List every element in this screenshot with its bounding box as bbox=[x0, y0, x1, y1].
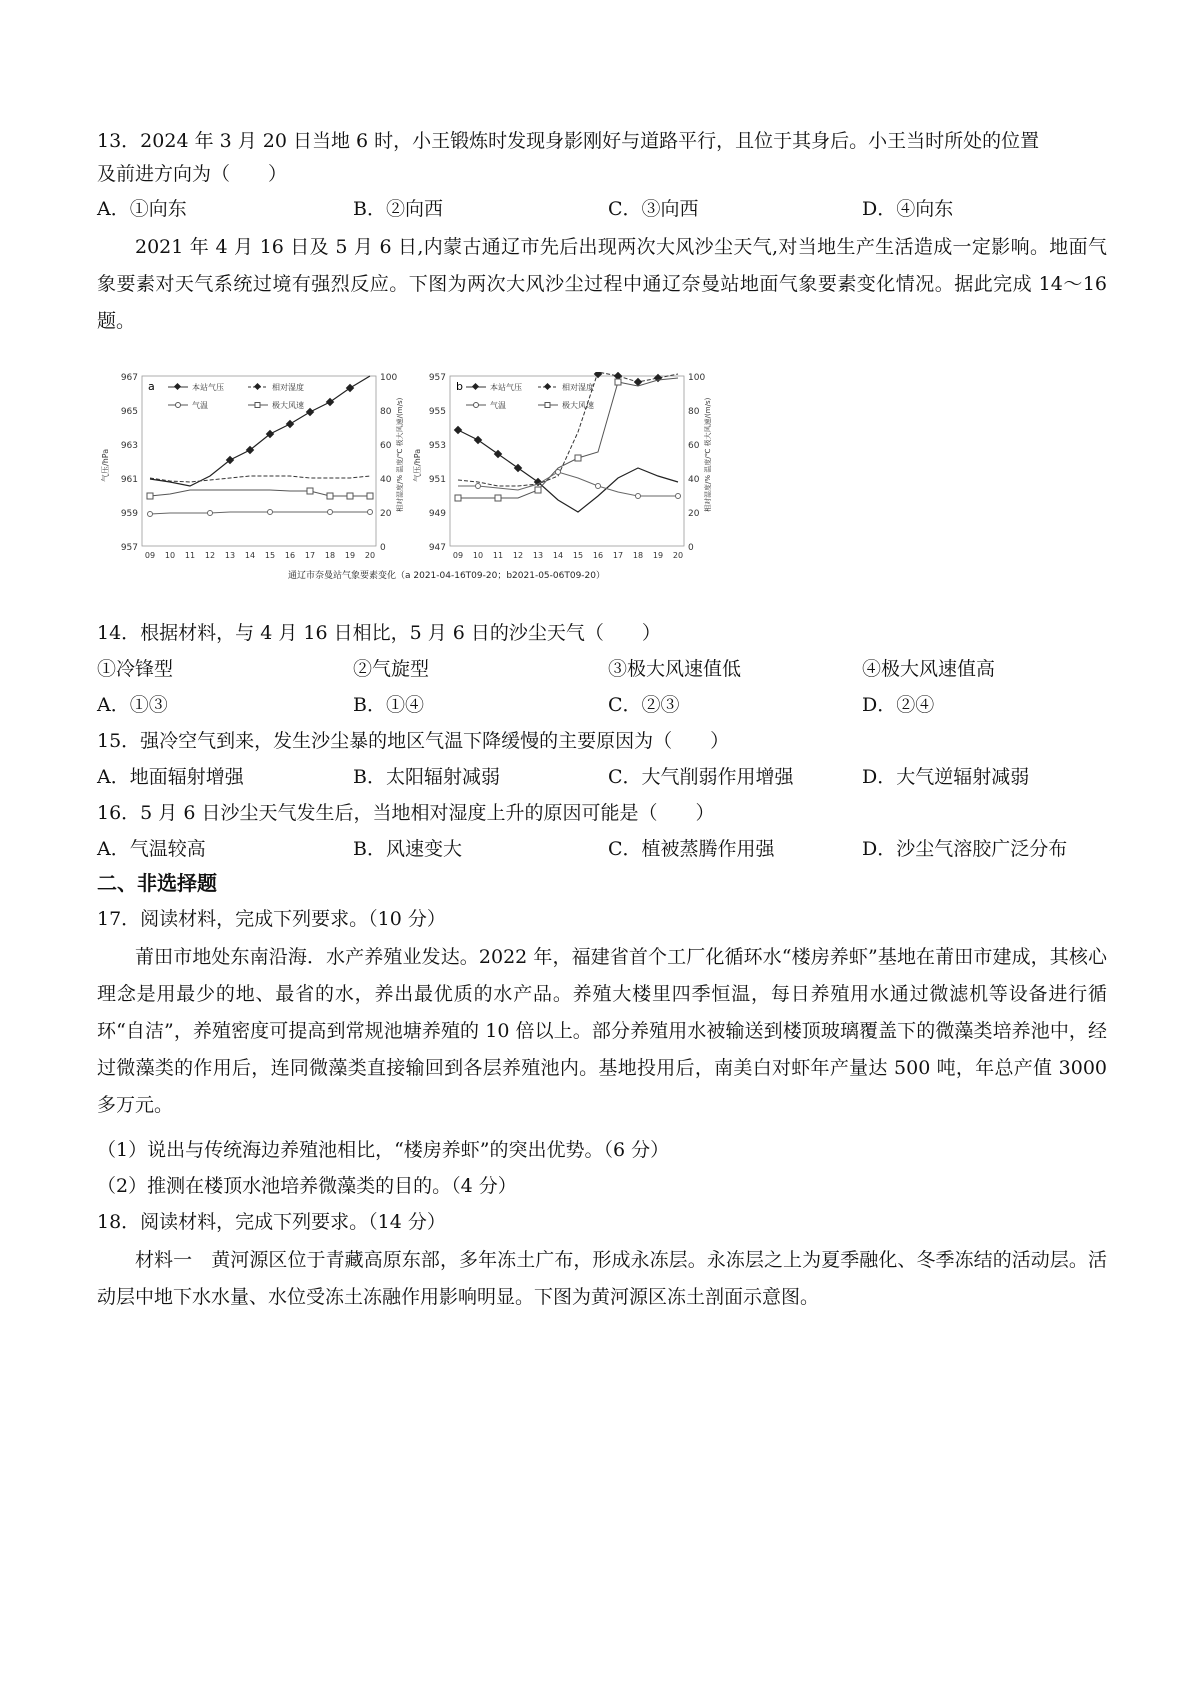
panel-b-temp-point bbox=[596, 484, 601, 489]
panel-b-x-tick: 12 bbox=[512, 551, 524, 560]
panel-a-humidity-point bbox=[346, 384, 354, 392]
q13-option-d: D．④向东 bbox=[862, 198, 954, 220]
panel-b-pressure-point bbox=[494, 450, 502, 458]
panel-a-legend-pressure: 本站气压 bbox=[192, 383, 224, 392]
q15-option-c: C．大气削弱作用增强 bbox=[608, 766, 794, 788]
panel-a-pressure-line bbox=[150, 476, 370, 482]
q16-option-c: C．植被蒸腾作用强 bbox=[608, 838, 775, 860]
panel-a-gust-line bbox=[150, 490, 370, 496]
panel-a-x-tick: 17 bbox=[304, 551, 316, 560]
panel-b-x-tick: 14 bbox=[552, 551, 564, 560]
panel-a-left-tick: 967 bbox=[120, 373, 138, 383]
q13-stem-line2: 及前进方向为（ ） bbox=[97, 163, 288, 185]
q17-material: 莆田市地处东南沿海．水产养殖业发达。2022 年，福建省首个工厂化循环水“楼房养虾”基地在莆田市建成，其核心理念是用最少的地、最省的水，养出最优质的水产品。养殖大楼里四季恒温，每日养殖用水通过微滤机等设备进行循环“自洁”，养殖密度可提高到常规池塘养殖的 10 倍以上。部分养殖用水被输送到楼顶玻璃覆盖下的微藻类培养池中，经过微藻类的作用后，连同微藻类直接输回到各层养殖池内。基地投用后，南美白对虾年产量达 500 吨，年总产值 3000 多万元。 bbox=[97, 946, 1107, 1116]
panel-b-legend-gust: 极大风速 bbox=[562, 401, 594, 410]
panel-a-gust-point bbox=[307, 488, 313, 494]
panel-b-x-tick: 09 bbox=[452, 551, 464, 560]
panel-a-right-tick: 0 bbox=[380, 543, 386, 553]
panel-a-left-tick: 963 bbox=[120, 441, 138, 451]
panel-a-legend-temp: 气温 bbox=[192, 401, 208, 410]
panel-a-humidity-point bbox=[326, 398, 334, 406]
q18-material: 材料一 黄河源区位于青藏高原东部，多年冻土广布，形成永冻层。永冻层之上为夏季融化、冬季冻结的活动层。活动层中地下水水量、水位受冻土冻融作用影响明显。下图为黄河源区冻土剖面示意图。 bbox=[97, 1249, 1107, 1308]
panel-a-right-tick: 80 bbox=[380, 407, 392, 417]
panel-a-temp-point bbox=[328, 510, 333, 515]
panel-b-left-tick: 947 bbox=[428, 543, 446, 553]
panel-a-left-tick: 959 bbox=[120, 509, 138, 519]
panel-b-right-tick: 0 bbox=[688, 543, 694, 553]
panel-a-left-tick: 961 bbox=[120, 475, 138, 485]
panel-b-x-tick: 15 bbox=[572, 551, 584, 560]
q13-option-c: C．③向西 bbox=[608, 198, 699, 220]
panel-a-x-tick: 15 bbox=[264, 551, 276, 560]
panel-a-temp-line bbox=[150, 512, 370, 514]
panel-b-x-tick: 13 bbox=[532, 551, 544, 560]
panel-b-label: b bbox=[456, 380, 463, 393]
panel-b-pressure-point bbox=[454, 426, 462, 434]
panel-a-x-tick: 09 bbox=[144, 551, 156, 560]
q14-item-3: ③极大风速值低 bbox=[608, 658, 742, 680]
panel-b-right-tick: 80 bbox=[688, 407, 700, 417]
panel-a-x-tick: 10 bbox=[164, 551, 176, 560]
panel-b-right-tick: 20 bbox=[688, 509, 700, 519]
panel-b-x-tick: 10 bbox=[472, 551, 484, 560]
panel-b-x-tick: 18 bbox=[632, 551, 644, 560]
panel-b-right-axis-label: 相对湿度/% 温度/℃ 极大风速/(m/s) bbox=[704, 397, 712, 512]
panel-a-legend-humidity: 相对湿度 bbox=[272, 383, 304, 392]
panel-b-gust-point bbox=[455, 495, 461, 501]
panel-a-humidity-point bbox=[306, 408, 314, 416]
panel-a-x-tick: 14 bbox=[244, 551, 256, 560]
panel-b bbox=[412, 372, 712, 560]
panel-b-gust-point bbox=[495, 495, 501, 501]
panel-a-temp-point bbox=[208, 511, 213, 516]
panel-b-right-tick: 60 bbox=[688, 441, 700, 451]
panel-b-x-tick: 16 bbox=[592, 551, 604, 560]
panel-b-pressure-point bbox=[514, 464, 522, 472]
panel-b-gust-point bbox=[575, 455, 581, 461]
q18-title: 18．阅读材料，完成下列要求。（14 分） bbox=[97, 1211, 446, 1233]
panel-a-left-tick: 965 bbox=[120, 407, 138, 417]
panel-a-temp-point bbox=[368, 510, 373, 515]
panel-b-left-tick: 951 bbox=[428, 475, 446, 485]
panel-a-legend-gust: 极大风速 bbox=[272, 401, 304, 410]
panel-b-left-axis-label: 气压/hPa bbox=[413, 448, 422, 482]
panel-a-x-tick: 16 bbox=[284, 551, 296, 560]
panel-a-gust-point bbox=[147, 493, 153, 499]
q15-option-a: A．地面辐射增强 bbox=[97, 766, 244, 788]
panel-b-gust-line bbox=[458, 378, 678, 498]
q16-stem: 16．5 月 6 日沙尘天气发生后，当地相对湿度上升的原因可能是（ ） bbox=[97, 802, 715, 824]
panel-a-gust-point bbox=[367, 493, 373, 499]
q13-option-a: A．①向东 bbox=[97, 198, 187, 220]
panel-a-x-tick: 11 bbox=[184, 551, 196, 560]
panel-a-label: a bbox=[148, 380, 155, 393]
panel-a-temp-point bbox=[268, 510, 273, 515]
q13-stem-line1: 13．2024 年 3 月 20 日当地 6 时，小王锻炼时发现身影刚好与道路平行，且位于其身后。小王当时所处的位置 bbox=[97, 130, 1040, 152]
q13-option-b: B．②向西 bbox=[353, 198, 443, 220]
q15-option-b: B．太阳辐射减弱 bbox=[353, 766, 500, 788]
q17-sub1: （1）说出与传统海边养殖池相比，“楼房养虾”的突出优势。（6 分） bbox=[97, 1139, 670, 1161]
panel-b-x-tick: 11 bbox=[492, 551, 504, 560]
panel-b-pressure-point bbox=[474, 436, 482, 444]
q15-option-d: D．大气逆辐射减弱 bbox=[862, 766, 1030, 788]
panel-a-right-tick: 40 bbox=[380, 475, 392, 485]
panel-b-legend-temp: 气温 bbox=[490, 401, 506, 410]
q14-item-2: ②气旋型 bbox=[353, 658, 430, 680]
panel-b-right-tick: 40 bbox=[688, 475, 700, 485]
panel-b-left-tick: 955 bbox=[428, 407, 446, 417]
panel-a-right-tick: 20 bbox=[380, 509, 392, 519]
panel-a-right-tick: 60 bbox=[380, 441, 392, 451]
panel-a-humidity-point bbox=[286, 420, 294, 428]
q14-stem: 14．根据材料，与 4 月 16 日相比，5 月 6 日的沙尘天气（ ） bbox=[97, 622, 661, 644]
q14-option-d: D．②④ bbox=[862, 694, 935, 716]
panel-b-legend-humidity: 相对湿度 bbox=[562, 383, 594, 392]
intro-14-16: 2021 年 4 月 16 日及 5 月 6 日,内蒙古通辽市先后出现两次大风沙尘天气,对当地生产生活造成一定影响。地面气象要素对天气系统过境有强烈反应。下图为两次大风沙尘过程中通辽奈曼站地面气象要素变化情况。据此完成 14～16 题。 bbox=[97, 236, 1107, 332]
q16-option-a: A．气温较高 bbox=[97, 838, 206, 860]
q14-option-b: B．①④ bbox=[353, 694, 424, 716]
panel-a-left-tick: 957 bbox=[120, 543, 138, 553]
panel-b-x-tick: 19 bbox=[652, 551, 664, 560]
q16-option-d: D．沙尘气溶胶广泛分布 bbox=[862, 838, 1068, 860]
panel-a-right-axis-label: 相对湿度/% 温度/℃ 极大风速/(m/s) bbox=[396, 397, 404, 512]
panel-a-x-tick: 19 bbox=[344, 551, 356, 560]
figure-caption: 通辽市奈曼站气象要素变化（a 2021-04-16T09-20；b2021-05-06T09-20） bbox=[288, 571, 605, 581]
panel-b-gust-point bbox=[615, 379, 621, 385]
panel-a-temp-point bbox=[148, 512, 153, 517]
panel-a-x-tick: 13 bbox=[224, 551, 236, 560]
q17-sub2: （2）推测在楼顶水池培养微藻类的目的。（4 分） bbox=[97, 1175, 517, 1197]
panel-a-left-axis-label: 气压/hPa bbox=[101, 448, 110, 482]
q17-title: 17．阅读材料，完成下列要求。（10 分） bbox=[97, 908, 446, 930]
panel-a-right-tick: 100 bbox=[380, 373, 398, 383]
panel-b-temp-line bbox=[458, 472, 678, 496]
panel-b-temp-point bbox=[476, 484, 481, 489]
panel-a-x-tick: 12 bbox=[204, 551, 216, 560]
panel-a-gust-point bbox=[327, 493, 333, 499]
q15-stem: 15．强冷空气到来，发生沙尘暴的地区气温下降缓慢的主要原因为（ ） bbox=[97, 730, 730, 752]
section-heading: 二、非选择题 bbox=[97, 871, 217, 895]
q16-option-b: B．风速变大 bbox=[353, 838, 462, 860]
panel-a-humidity-line bbox=[150, 376, 370, 486]
weather-elements-figure bbox=[98, 372, 758, 604]
panel-a bbox=[100, 373, 404, 560]
panel-b-humidity-point bbox=[594, 372, 602, 378]
panel-b-right-tick: 100 bbox=[688, 373, 706, 383]
panel-b-left-tick: 953 bbox=[428, 441, 446, 451]
panel-a-x-tick: 20 bbox=[364, 551, 376, 560]
panel-b-temp-point bbox=[636, 494, 641, 499]
panel-b-x-tick: 17 bbox=[612, 551, 624, 560]
panel-b-legend-pressure: 本站气压 bbox=[490, 383, 522, 392]
panel-a-gust-point bbox=[347, 493, 353, 499]
panel-b-temp-point bbox=[556, 470, 561, 475]
panel-b-pressure-line bbox=[458, 430, 678, 512]
panel-b-x-tick: 20 bbox=[672, 551, 684, 560]
panel-b-left-tick: 949 bbox=[428, 509, 446, 519]
q14-item-4: ④极大风速值高 bbox=[862, 658, 996, 680]
q14-item-1: ①冷锋型 bbox=[97, 658, 174, 680]
panel-b-left-tick: 957 bbox=[428, 373, 446, 383]
panel-b-gust-point bbox=[535, 487, 541, 493]
panel-a-x-tick: 18 bbox=[324, 551, 336, 560]
panel-b-temp-point bbox=[676, 494, 681, 499]
q14-option-a: A．①③ bbox=[97, 694, 168, 716]
q14-option-c: C．②③ bbox=[608, 694, 680, 716]
